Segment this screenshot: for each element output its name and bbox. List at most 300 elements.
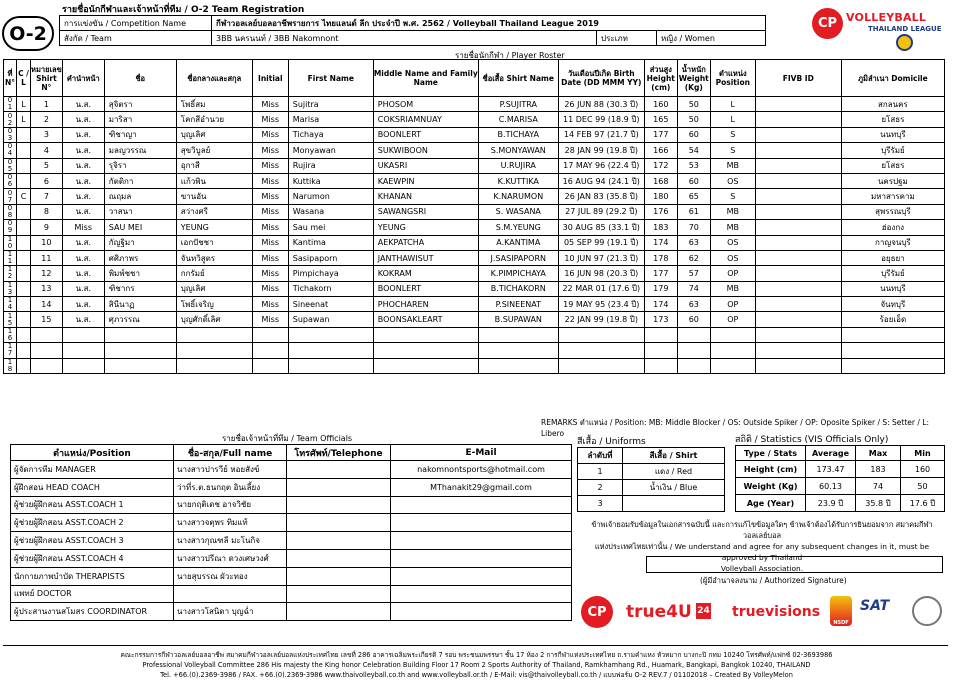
player-cl	[17, 235, 31, 250]
player-surname-th: โพธิ์สม	[176, 97, 252, 112]
player-family	[373, 327, 478, 342]
player-name-th	[104, 327, 176, 342]
official-phone	[287, 549, 391, 567]
player-number	[4, 281, 17, 296]
player-number	[4, 127, 17, 142]
player-height: 179	[644, 281, 677, 296]
player-height: 177	[644, 266, 677, 281]
official-position: ผู้ช่วยผู้ฝึกสอน ASST.COACH 3	[11, 532, 174, 550]
player-family: COKSRIAMNUAY	[373, 112, 478, 127]
agreement-line-3: Volleyball Association.	[720, 564, 804, 573]
player-family	[373, 358, 478, 373]
player-shirt-name: U.RUJIRA	[478, 158, 558, 173]
player-shirt: 9	[31, 220, 63, 235]
player-shirt: 14	[31, 297, 63, 312]
truevisions-logo: truevisions	[732, 604, 821, 620]
player-number	[4, 143, 17, 158]
player-height: 160	[644, 97, 677, 112]
player-initial: Miss	[252, 143, 288, 158]
player-title	[62, 327, 104, 342]
player-number	[4, 235, 17, 250]
player-family: SUKWIBOON	[373, 143, 478, 158]
player-number-digit-1: 0	[7, 96, 13, 105]
player-domicile: มหาสารคาม	[841, 189, 944, 204]
col-domicile: ภูมิลำเนา Domicile	[841, 60, 944, 97]
stats-col-max: Max	[856, 446, 901, 461]
player-height: 183	[644, 220, 677, 235]
col-initial: Initial	[252, 60, 288, 97]
player-first: Narumon	[288, 189, 373, 204]
player-first: Pimpichaya	[288, 266, 373, 281]
player-birth: 26 JAN 83 (35.8 ปี)	[558, 189, 644, 204]
player-number-digit-1: 0	[7, 219, 13, 228]
player-number-digit-2: 1	[7, 103, 13, 112]
player-position: S	[710, 143, 755, 158]
stats-max-unit: ปี	[885, 498, 891, 508]
player-number-digit-2: 5	[7, 164, 13, 173]
stats-row-weight	[736, 478, 945, 495]
player-row	[4, 297, 945, 312]
player-number	[4, 312, 17, 327]
official-row	[11, 567, 572, 585]
player-cl	[17, 220, 31, 235]
player-family: PHOCHAREN	[373, 297, 478, 312]
player-surname-th: บุญเลิศ	[176, 281, 252, 296]
official-name: นางสาวกุณฑลี มะโนกิจ	[174, 532, 287, 550]
player-position: OS	[710, 235, 755, 250]
player-number-digit-1: 1	[7, 281, 13, 289]
uniforms-table	[577, 447, 725, 512]
player-number-digit-1: 1	[7, 342, 13, 351]
player-number-digit-2: 4	[7, 149, 13, 158]
official-position: ผู้ประสานงานสโมสร COORDINATOR	[11, 603, 174, 621]
volleyball-thailand-league-logo	[812, 4, 950, 54]
player-height: 176	[644, 204, 677, 219]
uniform-shirt: น้ำเงิน / Blue	[623, 480, 725, 496]
uniform-order: 3	[578, 496, 623, 512]
player-position: L	[710, 112, 755, 127]
signature-field[interactable]	[646, 556, 943, 573]
player-number	[4, 220, 17, 235]
player-weight: 63	[677, 297, 710, 312]
official-email: MThanakit29@gmail.com	[391, 478, 572, 496]
player-shirt-name: S. WASANA	[478, 204, 558, 219]
player-number-digit-2: 8	[7, 210, 13, 219]
official-name: นายกฤติเดช อาจวิชัย	[174, 496, 287, 514]
officials-col-name: ชื่อ-สกุล/Full name	[174, 445, 287, 461]
player-position: OP	[710, 266, 755, 281]
official-email	[391, 532, 572, 550]
player-first: Rujira	[288, 158, 373, 173]
player-weight	[677, 327, 710, 342]
player-position: OS	[710, 250, 755, 265]
player-initial	[252, 327, 288, 342]
player-family: BOONLERT	[373, 127, 478, 142]
player-name-th: สินีนาฏ	[104, 297, 176, 312]
stats-average-value: 23.9	[817, 498, 836, 508]
footer-line-2: Professional Volleyball Committee 286 His majesty the King honor Celebration Building Floor 17 Room 2 Sports Authority of Thailand, Ramkhamhang Rd., Huamark, Bangkapi, Bangkok 10240, THAILAND	[142, 661, 811, 669]
player-initial: Miss	[252, 297, 288, 312]
player-name-th	[104, 343, 176, 358]
player-fivb	[755, 250, 841, 265]
player-domicile: นนทบุรี	[841, 281, 944, 296]
stats-max: 74	[856, 478, 901, 495]
player-height: 180	[644, 189, 677, 204]
signature-label: (ผู้มีอำนาจลงนาม / Authorized Signature)	[700, 576, 847, 585]
player-surname-th: YEUNG	[176, 220, 252, 235]
agreement-line-1: ข้าพเจ้ายอมรับข้อมูลในเอกสารฉบับนี้ และการแก้ไขข้อมูลใดๆ ข้าพเจ้าต้องได้รับการยินยอมจาก สมาคมกีฬาวอลเลย์บอล	[591, 520, 933, 540]
player-cl	[17, 127, 31, 142]
official-phone	[287, 496, 391, 514]
player-family: AEKPATCHA	[373, 235, 478, 250]
player-shirt: 8	[31, 204, 63, 219]
player-position	[710, 343, 755, 358]
sponsor-logos	[578, 594, 946, 630]
footer-line-3: Tel. +66.(0).2369-3986 / FAX. +66.(0).2369-3986 www.thaivolleyball.co.th and www.volleyball.or.th / E-Mail: vis@thaivolleyball.co.th / แบบฟอร์ม O-2 REV.7 / 01102018 – Created By VolleyMelon	[160, 671, 793, 679]
stats-min: 50	[901, 478, 945, 495]
player-height: 166	[644, 143, 677, 158]
official-position: แพทย์ DOCTOR	[11, 585, 174, 603]
player-row	[4, 189, 945, 204]
player-shirt: 12	[31, 266, 63, 281]
player-shirt	[31, 327, 63, 342]
player-first: Kantima	[288, 235, 373, 250]
player-position: S	[710, 127, 755, 142]
official-phone	[287, 532, 391, 550]
player-shirt: 11	[31, 250, 63, 265]
player-number-digit-1: 0	[7, 188, 13, 197]
player-surname-th: บุญศักดิ์เลิศ	[176, 312, 252, 327]
player-height: 165	[644, 112, 677, 127]
player-birth: 17 MAY 96 (22.4 ปี)	[558, 158, 644, 173]
player-first	[288, 327, 373, 342]
player-shirt-name: B.TICHAKORN	[478, 281, 558, 296]
player-row	[4, 312, 945, 327]
player-number-digit-1: 1	[7, 311, 13, 320]
official-position: ผู้จัดการทีม MANAGER	[11, 461, 174, 479]
official-phone	[287, 461, 391, 479]
player-first	[288, 343, 373, 358]
player-cl	[17, 204, 31, 219]
official-row	[11, 585, 572, 603]
stats-min-unit: ปี	[930, 498, 936, 508]
player-first: Marisa	[288, 112, 373, 127]
player-number-digit-2: 7	[7, 349, 13, 358]
player-name-th: ฑิชาญา	[104, 127, 176, 142]
stats-average-unit: ปี	[838, 498, 844, 508]
player-number	[4, 204, 17, 219]
player-first: Kuttika	[288, 173, 373, 188]
player-number	[4, 297, 17, 312]
team-value: 3BB นครนนท์ / 3BB Nakomnont	[212, 31, 597, 46]
player-row	[4, 281, 945, 296]
player-fivb	[755, 204, 841, 219]
official-name: นางสาวจตุพร ทิมแท้	[174, 514, 287, 532]
agreement-line-2: แห่งประเทศไทยเท่านั้น / We understand and agree for any subsequent changes in it, must be approved by Thailand	[594, 542, 930, 562]
player-initial: Miss	[252, 97, 288, 112]
player-birth: 10 JUN 97 (21.3 ปี)	[558, 250, 644, 265]
player-domicile: นนทบุรี	[841, 127, 944, 142]
player-family: YEUNG	[373, 220, 478, 235]
player-shirt-name: K.NARUMON	[478, 189, 558, 204]
official-name	[174, 585, 287, 603]
stats-col-average: Average	[806, 446, 856, 461]
player-title: น.ส.	[62, 266, 104, 281]
player-weight: 50	[677, 112, 710, 127]
player-birth	[558, 358, 644, 373]
player-birth: 27 JUL 89 (29.2 ปี)	[558, 204, 644, 219]
player-name-th: สุจิตรา	[104, 97, 176, 112]
player-position: OP	[710, 297, 755, 312]
player-shirt-name	[478, 343, 558, 358]
player-surname-th: อุกาสี	[176, 158, 252, 173]
col-cl: C / L	[17, 60, 31, 97]
player-weight	[677, 358, 710, 373]
roster-caption: รายชื่อนักกีฬา / Player Roster	[455, 51, 565, 60]
player-birth: 11 DEC 99 (18.9 ปี)	[558, 112, 644, 127]
player-shirt	[31, 358, 63, 373]
player-weight: 62	[677, 250, 710, 265]
player-first: Tichakorn	[288, 281, 373, 296]
player-title: น.ส.	[62, 97, 104, 112]
player-surname-th	[176, 343, 252, 358]
player-initial: Miss	[252, 235, 288, 250]
player-first: Sujitra	[288, 97, 373, 112]
player-surname-th: โคกสีอำนวย	[176, 112, 252, 127]
player-title: น.ส.	[62, 297, 104, 312]
official-email	[391, 496, 572, 514]
col-birth: วันเดือนปีเกิด Birth Date (DD MMM YY)	[558, 60, 644, 97]
player-height	[644, 358, 677, 373]
logo-league-text: THAILAND LEAGUE	[868, 25, 942, 33]
footer-line-1: คณะกรรมการกีฬาวอลเลย์บอลอาชีพ สมาคมกีฬาวอลเลย์บอลแห่งประเทศไทย เลขที่ 286 อาคารเฉลิมพระเกียรติ 7 รอบ พระชนมพรรษา ชั้น 17 ห้อง 2 การกีฬาแห่งประเทศไทย ถ.รามคำแหง หัวหมาก บางกะปิ กทม 10240 โทรศัพท์/แฟกซ์ 02-3693986	[120, 651, 833, 659]
player-fivb	[755, 327, 841, 342]
player-birth: 16 JUN 98 (20.3 ปี)	[558, 266, 644, 281]
stats-col-min: Min	[901, 446, 945, 461]
stats-max: 183	[856, 461, 901, 478]
player-number-digit-2: 5	[7, 318, 13, 327]
player-position: OS	[710, 173, 755, 188]
team-label: สังกัด / Team	[60, 31, 212, 46]
player-domicile: ฮ่องกง	[841, 220, 944, 235]
player-title: น.ส.	[62, 235, 104, 250]
player-weight: 65	[677, 189, 710, 204]
player-fivb	[755, 97, 841, 112]
player-shirt: 6	[31, 173, 63, 188]
official-phone	[287, 603, 391, 621]
player-fivb	[755, 143, 841, 158]
player-domicile: นครปฐม	[841, 173, 944, 188]
player-domicile: ยโสธร	[841, 158, 944, 173]
player-initial: Miss	[252, 204, 288, 219]
player-first: Sau mei	[288, 220, 373, 235]
stats-min-value: 17.6	[909, 498, 928, 508]
player-family	[373, 343, 478, 358]
player-position: MB	[710, 158, 755, 173]
player-row	[4, 343, 945, 358]
col-weight: น้ำหนัก Weight (Kg)	[677, 60, 710, 97]
player-height: 174	[644, 297, 677, 312]
official-phone	[287, 478, 391, 496]
player-name-th: ศศิภาพร	[104, 250, 176, 265]
player-position	[710, 327, 755, 342]
player-number-digit-1: 1	[7, 265, 13, 274]
official-email	[391, 514, 572, 532]
player-surname-th	[176, 327, 252, 342]
player-height: 174	[644, 235, 677, 250]
player-title: น.ส.	[62, 158, 104, 173]
player-initial: Miss	[252, 112, 288, 127]
player-name-th: พิมพ์ชชา	[104, 266, 176, 281]
player-title: น.ส.	[62, 312, 104, 327]
player-fivb	[755, 343, 841, 358]
player-surname-th: สว่างศรี	[176, 204, 252, 219]
player-number	[4, 97, 17, 112]
player-weight: 50	[677, 97, 710, 112]
player-domicile: ยโสธร	[841, 112, 944, 127]
player-row	[4, 220, 945, 235]
player-number-digit-1: 0	[7, 111, 13, 120]
player-birth: 28 JAN 99 (19.8 ปี)	[558, 143, 644, 158]
footer	[0, 650, 953, 680]
player-height	[644, 327, 677, 342]
player-shirt: 10	[31, 235, 63, 250]
statistics-caption: สถิติ / Statistics (VIS Officials Only)	[735, 435, 889, 445]
team-officials-table	[10, 444, 572, 621]
player-height: 173	[644, 312, 677, 327]
player-name-th: กัญฐิมา	[104, 235, 176, 250]
player-number-digit-1: 0	[7, 142, 13, 151]
player-initial: Miss	[252, 189, 288, 204]
footer-divider	[3, 645, 948, 646]
player-first: Sineenat	[288, 297, 373, 312]
player-number	[4, 266, 17, 281]
uniform-row	[578, 464, 725, 480]
player-shirt-name: C.MARISA	[478, 112, 558, 127]
player-row	[4, 127, 945, 142]
player-shirt: 2	[31, 112, 63, 127]
player-number-digit-2: 3	[7, 133, 13, 142]
player-number-digit-1: 1	[7, 327, 13, 336]
player-number-digit-2: 8	[7, 364, 13, 373]
player-birth: 22 JAN 99 (19.8 ปี)	[558, 312, 644, 327]
competition-value: กีฬาวอลเลย์บอลอาชีพรายการ ไทยแลนด์ ลีก ประจำปี พ.ศ. 2562 / Volleyball Thailand League 2019	[212, 16, 766, 31]
cp-sponsor-logo: CP	[581, 596, 613, 628]
stats-type: Height (cm)	[736, 461, 806, 478]
player-name-th: กัตติกา	[104, 173, 176, 188]
player-fivb	[755, 235, 841, 250]
player-title	[62, 343, 104, 358]
player-family: BOONLERT	[373, 281, 478, 296]
official-email	[391, 567, 572, 585]
player-number	[4, 158, 17, 173]
player-position: MB	[710, 204, 755, 219]
player-weight: 60	[677, 127, 710, 142]
player-weight: 74	[677, 281, 710, 296]
player-surname-th: เอกปัชชา	[176, 235, 252, 250]
player-birth: 30 AUG 85 (33.1 ปี)	[558, 220, 644, 235]
official-row	[11, 478, 572, 496]
player-family: PHOSOM	[373, 97, 478, 112]
player-family: UKASRI	[373, 158, 478, 173]
player-row	[4, 358, 945, 373]
player-weight: 60	[677, 173, 710, 188]
player-position: MB	[710, 281, 755, 296]
player-surname-th: แก้วพิน	[176, 173, 252, 188]
player-birth	[558, 343, 644, 358]
official-email: nakomnontsports@hotmail.com	[391, 461, 572, 479]
player-shirt: 4	[31, 143, 63, 158]
document-title: รายชื่อนักกีฬาและเจ้าหน้าที่ทีม / O-2 Team Registration	[62, 5, 305, 15]
official-row	[11, 532, 572, 550]
player-shirt: 13	[31, 281, 63, 296]
player-row	[4, 97, 945, 112]
player-cl	[17, 312, 31, 327]
player-family: SAWANGSRI	[373, 204, 478, 219]
official-name: นางสาวปรีณา ดวงเศษวงศ์	[174, 549, 287, 567]
player-number-digit-2: 2	[7, 272, 13, 281]
player-number-digit-2: 6	[7, 334, 13, 343]
player-number-digit-2: 1	[7, 257, 13, 266]
sat-logo: SAT	[860, 598, 890, 614]
player-cl	[17, 266, 31, 281]
player-number-digit-2: 3	[7, 287, 13, 296]
player-shirt: 5	[31, 158, 63, 173]
player-row	[4, 173, 945, 188]
official-phone	[287, 585, 391, 603]
player-initial: Miss	[252, 250, 288, 265]
category-value: หญิง / Women	[657, 31, 766, 46]
col-title: คำนำหน้า	[62, 60, 104, 97]
player-shirt-name: S.M.YEUNG	[478, 220, 558, 235]
col-name-th: ชื่อ	[104, 60, 176, 97]
player-cl	[17, 143, 31, 158]
player-height: 168	[644, 173, 677, 188]
player-number	[4, 343, 17, 358]
official-position: ผู้ช่วยผู้ฝึกสอน ASST.COACH 1	[11, 496, 174, 514]
official-row	[11, 496, 572, 514]
player-title: Miss	[62, 220, 104, 235]
player-first: Sasipaporn	[288, 250, 373, 265]
player-position: S	[710, 189, 755, 204]
player-initial: Miss	[252, 127, 288, 142]
col-first-name: First Name	[288, 60, 373, 97]
official-row	[11, 461, 572, 479]
player-title: น.ส.	[62, 127, 104, 142]
player-number-digit-1: 1	[7, 296, 13, 305]
player-initial	[252, 343, 288, 358]
player-title: น.ส.	[62, 250, 104, 265]
player-fivb	[755, 281, 841, 296]
player-shirt-name: K.KUTTIKA	[478, 173, 558, 188]
player-shirt: 7	[31, 189, 63, 204]
player-title	[62, 358, 104, 373]
player-fivb	[755, 112, 841, 127]
player-number	[4, 189, 17, 204]
player-position: OP	[710, 312, 755, 327]
uniform-shirt: แดง / Red	[623, 464, 725, 480]
statistics-table	[735, 445, 945, 512]
player-shirt-name: S.MONYAWAN	[478, 143, 558, 158]
player-row	[4, 266, 945, 281]
player-row	[4, 235, 945, 250]
uniform-order: 2	[578, 480, 623, 496]
player-name-th: มลญวรรณ	[104, 143, 176, 158]
player-row	[4, 327, 945, 342]
player-weight: 53	[677, 158, 710, 173]
player-surname-th	[176, 358, 252, 373]
player-fivb	[755, 173, 841, 188]
